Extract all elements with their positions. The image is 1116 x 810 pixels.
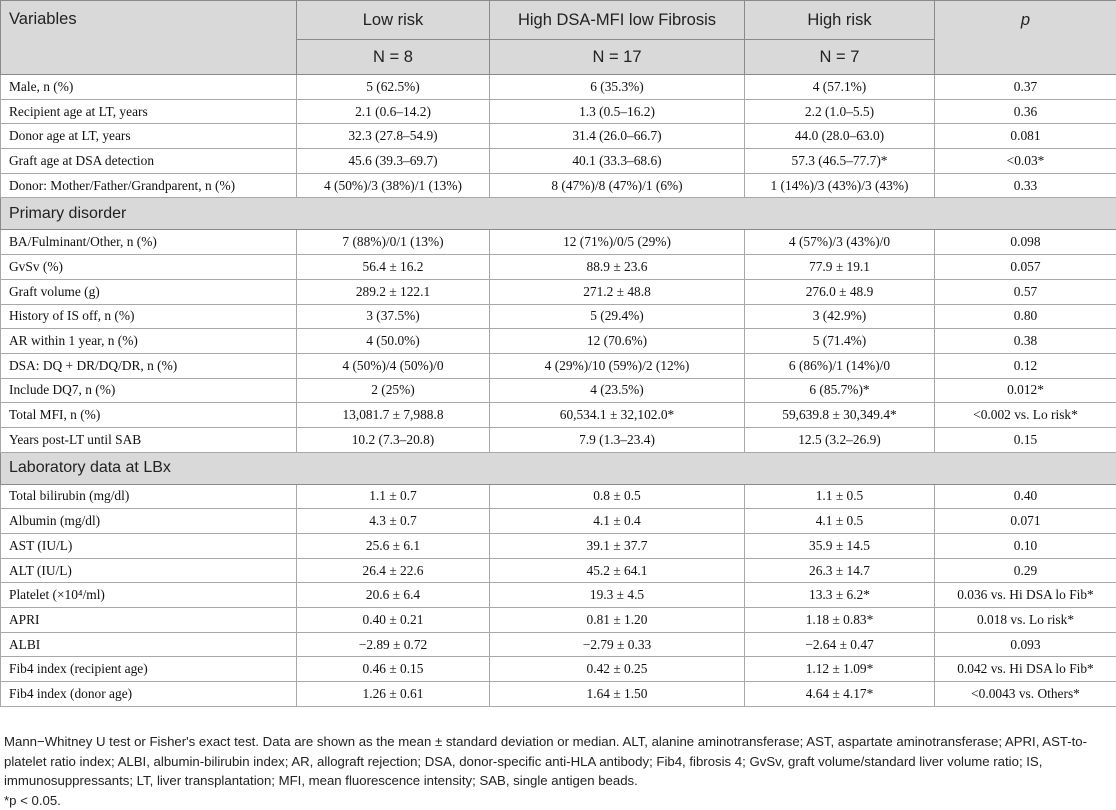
table-row	[1, 403, 1116, 428]
cell-p: 0.12	[935, 353, 1116, 378]
cell-hidsa: 45.2 ± 64.1	[490, 558, 745, 583]
row-label: Graft volume (g)	[1, 279, 297, 304]
cell-p: 0.093	[935, 632, 1116, 657]
cell-low: 4 (50%)/3 (38%)/1 (13%)	[297, 173, 490, 198]
row-label: Albumin (mg/dl)	[1, 509, 297, 534]
table-row	[1, 230, 1116, 255]
cell-high: 276.0 ± 48.9	[745, 279, 935, 304]
cell-high: 4 (57%)/3 (43%)/0	[745, 230, 935, 255]
cell-p: <0.0043 vs. Others*	[935, 682, 1116, 707]
cell-hidsa: 8 (47%)/8 (47%)/1 (6%)	[490, 173, 745, 198]
cell-hidsa: 39.1 ± 37.7	[490, 534, 745, 559]
table-row	[1, 173, 1116, 198]
cell-hidsa: 4 (29%)/10 (59%)/2 (12%)	[490, 353, 745, 378]
cell-p: 0.012*	[935, 378, 1116, 403]
cell-hidsa: 88.9 ± 23.6	[490, 255, 745, 280]
cell-hidsa: 19.3 ± 4.5	[490, 583, 745, 608]
row-label: Fib4 index (donor age)	[1, 682, 297, 707]
cell-p: 0.57	[935, 279, 1116, 304]
cell-hidsa: −2.79 ± 0.33	[490, 632, 745, 657]
header-group-low-risk: Low risk	[297, 1, 490, 40]
cell-p: 0.10	[935, 534, 1116, 559]
row-label: Graft age at DSA detection	[1, 149, 297, 174]
table-row	[1, 149, 1116, 174]
cell-high: −2.64 ± 0.47	[745, 632, 935, 657]
cell-p: 0.36	[935, 99, 1116, 124]
cell-low: 32.3 (27.8–54.9)	[297, 124, 490, 149]
cell-high: 1.12 ± 1.09*	[745, 657, 935, 682]
cell-low: 289.2 ± 122.1	[297, 279, 490, 304]
header-p-value: p	[935, 1, 1116, 75]
table-row	[1, 99, 1116, 124]
cell-high: 4.1 ± 0.5	[745, 509, 935, 534]
row-label: Platelet (×10⁴/ml)	[1, 583, 297, 608]
table-body	[1, 75, 1116, 707]
cell-p: 0.042 vs. Hi DSA lo Fib*	[935, 657, 1116, 682]
table-row	[1, 583, 1116, 608]
cell-hidsa: 12 (71%)/0/5 (29%)	[490, 230, 745, 255]
cell-low: 4 (50.0%)	[297, 329, 490, 354]
row-label: Donor age at LT, years	[1, 124, 297, 149]
cell-high: 1.1 ± 0.5	[745, 484, 935, 509]
row-label: AST (IU/L)	[1, 534, 297, 559]
cell-low: 4 (50%)/4 (50%)/0	[297, 353, 490, 378]
row-label: Recipient age at LT, years	[1, 99, 297, 124]
cell-p: 0.33	[935, 173, 1116, 198]
cell-p: 0.057	[935, 255, 1116, 280]
cell-p: 0.29	[935, 558, 1116, 583]
cell-hidsa: 0.8 ± 0.5	[490, 484, 745, 509]
cell-hidsa: 5 (29.4%)	[490, 304, 745, 329]
row-label: APRI	[1, 608, 297, 633]
cell-high: 13.3 ± 6.2*	[745, 583, 935, 608]
cell-hidsa: 40.1 (33.3–68.6)	[490, 149, 745, 174]
cell-hidsa: 0.81 ± 1.20	[490, 608, 745, 633]
cell-high: 59,639.8 ± 30,349.4*	[745, 403, 935, 428]
table-row	[1, 632, 1116, 657]
cell-low: 2.1 (0.6–14.2)	[297, 99, 490, 124]
cell-hidsa: 1.3 (0.5–16.2)	[490, 99, 745, 124]
table-row	[1, 75, 1116, 100]
section-title: Laboratory data at LBx	[1, 452, 1116, 484]
cell-low: 20.6 ± 6.4	[297, 583, 490, 608]
section-header-row	[1, 198, 1116, 230]
cell-low: 13,081.7 ± 7,988.8	[297, 403, 490, 428]
row-label: Total bilirubin (mg/dl)	[1, 484, 297, 509]
cell-hidsa: 4 (23.5%)	[490, 378, 745, 403]
cell-hidsa: 60,534.1 ± 32,102.0*	[490, 403, 745, 428]
header-n-high-dsa-low-fibrosis: N = 17	[490, 40, 745, 75]
header-group-high-risk: High risk	[745, 1, 935, 40]
row-label: ALT (IU/L)	[1, 558, 297, 583]
header-group-high-dsa-low-fibrosis: High DSA-MFI low Fibrosis	[490, 1, 745, 40]
cell-p: 0.37	[935, 75, 1116, 100]
cell-low: 7 (88%)/0/1 (13%)	[297, 230, 490, 255]
cell-low: 4.3 ± 0.7	[297, 509, 490, 534]
cell-hidsa: 1.64 ± 1.50	[490, 682, 745, 707]
cell-low: 0.46 ± 0.15	[297, 657, 490, 682]
cell-low: 5 (62.5%)	[297, 75, 490, 100]
cell-p: 0.40	[935, 484, 1116, 509]
table-row	[1, 279, 1116, 304]
row-label: Total MFI, n (%)	[1, 403, 297, 428]
row-label: History of IS off, n (%)	[1, 304, 297, 329]
table-footnotes	[4, 732, 1116, 810]
cell-low: 56.4 ± 16.2	[297, 255, 490, 280]
table-row	[1, 534, 1116, 559]
header-n-high-risk: N = 7	[745, 40, 935, 75]
cell-low: 1.26 ± 0.61	[297, 682, 490, 707]
cell-low: 45.6 (39.3–69.7)	[297, 149, 490, 174]
cell-high: 35.9 ± 14.5	[745, 534, 935, 559]
cell-p: 0.081	[935, 124, 1116, 149]
table-row	[1, 427, 1116, 452]
table-row	[1, 558, 1116, 583]
table-row	[1, 484, 1116, 509]
table-row	[1, 329, 1116, 354]
footnote-significance: *p < 0.05.	[4, 791, 1116, 810]
table-row	[1, 353, 1116, 378]
cell-low: 26.4 ± 22.6	[297, 558, 490, 583]
cell-low: 25.6 ± 6.1	[297, 534, 490, 559]
cell-p: <0.002 vs. Lo risk*	[935, 403, 1116, 428]
row-label: Donor: Mother/Father/Grandparent, n (%)	[1, 173, 297, 198]
cell-high: 1.18 ± 0.83*	[745, 608, 935, 633]
cell-high: 5 (71.4%)	[745, 329, 935, 354]
cell-p: 0.036 vs. Hi DSA lo Fib*	[935, 583, 1116, 608]
cell-high: 12.5 (3.2–26.9)	[745, 427, 935, 452]
cell-low: 3 (37.5%)	[297, 304, 490, 329]
cell-hidsa: 12 (70.6%)	[490, 329, 745, 354]
cell-high: 6 (86%)/1 (14%)/0	[745, 353, 935, 378]
table-row	[1, 304, 1116, 329]
footnote-abbreviations: Mann−Whitney U test or Fisher's exact test. Data are shown as the mean ± standard deviation or median. ALT, alanine aminotransferase; AST, aspartate aminotransferase; APRI, AST-to-platelet ratio index; ALBI, albumin-bilirubin index; AR, allograft rejection; DSA, donor-specific anti-HLA antibody; Fib4, fibrosis 4; GvSv, graft volume/standard liver volume ratio; IS, immunosuppressants; LT, liver transplantation; MFI, mean fluorescence intensity; SAB, single antigen beads.	[4, 732, 1116, 791]
cell-hidsa: 4.1 ± 0.4	[490, 509, 745, 534]
row-label: ALBI	[1, 632, 297, 657]
cell-low: 2 (25%)	[297, 378, 490, 403]
header-variables: Variables	[1, 1, 297, 75]
cell-p: 0.098	[935, 230, 1116, 255]
table-row	[1, 509, 1116, 534]
cell-high: 1 (14%)/3 (43%)/3 (43%)	[745, 173, 935, 198]
table-row	[1, 657, 1116, 682]
row-label: Years post-LT until SAB	[1, 427, 297, 452]
cell-hidsa: 7.9 (1.3–23.4)	[490, 427, 745, 452]
table-row	[1, 682, 1116, 707]
header-n-low-risk: N = 8	[297, 40, 490, 75]
cell-p: 0.38	[935, 329, 1116, 354]
section-title: Primary disorder	[1, 198, 1116, 230]
cell-hidsa: 6 (35.3%)	[490, 75, 745, 100]
table-header	[1, 1, 1116, 75]
row-label: BA/Fulminant/Other, n (%)	[1, 230, 297, 255]
cell-high: 4 (57.1%)	[745, 75, 935, 100]
cell-high: 57.3 (46.5–77.7)*	[745, 149, 935, 174]
row-label: Include DQ7, n (%)	[1, 378, 297, 403]
cell-p: 0.80	[935, 304, 1116, 329]
table-row	[1, 255, 1116, 280]
row-label: DSA: DQ + DR/DQ/DR, n (%)	[1, 353, 297, 378]
cell-high: 4.64 ± 4.17*	[745, 682, 935, 707]
cell-p: <0.03*	[935, 149, 1116, 174]
cell-p: 0.071	[935, 509, 1116, 534]
cell-high: 26.3 ± 14.7	[745, 558, 935, 583]
cell-high: 2.2 (1.0–5.5)	[745, 99, 935, 124]
section-header-row	[1, 452, 1116, 484]
row-label: GvSv (%)	[1, 255, 297, 280]
cell-low: −2.89 ± 0.72	[297, 632, 490, 657]
cell-low: 1.1 ± 0.7	[297, 484, 490, 509]
table-row	[1, 608, 1116, 633]
cell-high: 44.0 (28.0–63.0)	[745, 124, 935, 149]
table-row	[1, 124, 1116, 149]
cell-high: 6 (85.7%)*	[745, 378, 935, 403]
cell-high: 3 (42.9%)	[745, 304, 935, 329]
table-row	[1, 378, 1116, 403]
cell-hidsa: 271.2 ± 48.8	[490, 279, 745, 304]
cell-p: 0.018 vs. Lo risk*	[935, 608, 1116, 633]
cell-p: 0.15	[935, 427, 1116, 452]
cell-hidsa: 31.4 (26.0–66.7)	[490, 124, 745, 149]
row-label: Fib4 index (recipient age)	[1, 657, 297, 682]
cell-high: 77.9 ± 19.1	[745, 255, 935, 280]
row-label: Male, n (%)	[1, 75, 297, 100]
cell-low: 0.40 ± 0.21	[297, 608, 490, 633]
row-label: AR within 1 year, n (%)	[1, 329, 297, 354]
cell-low: 10.2 (7.3–20.8)	[297, 427, 490, 452]
cell-hidsa: 0.42 ± 0.25	[490, 657, 745, 682]
